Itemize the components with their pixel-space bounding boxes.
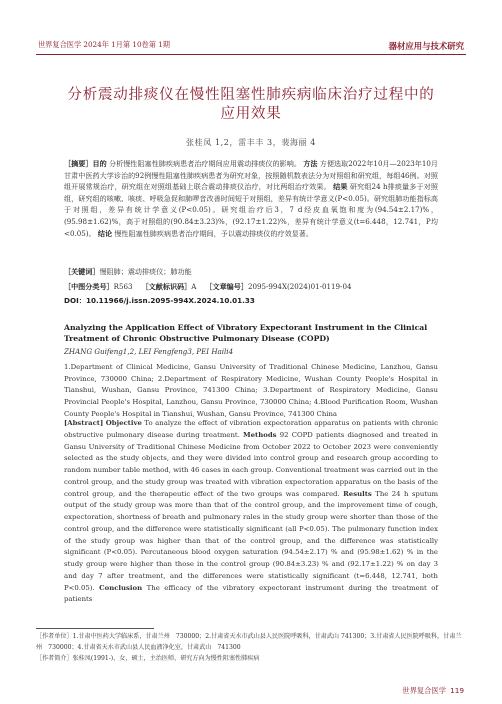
page-number: 119 [450, 686, 464, 695]
title-en: Analyzing the Application Effect of Vibratory Expectorant Instrument in the Clinical Treatment of Chronic Obstructive Pulmonary Disease (COPD) [64, 323, 428, 343]
classification-line [64, 281, 438, 293]
affiliations-en: 1.Department of Clinical Medicine, Gansu University of Traditional Chinese Medicine, Lanzhou, Gansu Province, 730000 China; 2.Department of Respiratory Medicine, Wushan County People's Hospital in Tianshui, Wushan, Gansu Province, 741300 China; 3.Department of Respiratory Medicine, Gansu Provincial People's Hospital, Lanzhou, Gansu Province, 730000 China; 4.Blood Purification Room, Wushan County People's Hospital in Tianshui, Wushan, Gansu Province, 741300 China [64, 363, 438, 418]
footnote-rule [36, 628, 154, 629]
footnote-affiliation-label: ［作者单位］ [36, 633, 73, 640]
objective-cn-label: 目的 [92, 159, 107, 168]
objective-en: To analyze the effect of vibration expectoration apparatus on patients with chronic obstructive pulmonary disease during treatment. [64, 419, 438, 439]
conclusion-en-label: Conclusion [99, 583, 143, 592]
footnote-author-text: 张桂凤(1991-)，女，硕士，主治医师，研究方向为慢性阻塞性肺疾病 [72, 655, 260, 662]
results-en: The 24 h sputum output of the study group was more than that of the control group, and the improvement time of cough, expectoration, shortness of breath and pulmonary rales in the study group were shorter than those of the control group, and the difference were statistically significant (all P<0.05). The pulmonary function index of the study group was higher than that of the control group, and the difference was statistically significant (P<0.05). Percutaneous blood oxygen saturation (94.54±2.17) % and (95.98±1.62) % in the study group were higher than those in the control group (90.84±3.23) % and (92.17±1.22) % on day 3 and day 7 after treatment, and the differences were statistically significant (t=6.448, 12.741, both P<0.05). [64, 489, 438, 592]
title-line-1: 分析震动排痰仪在慢性阻塞性肺疾病临床治疗过程中的 [67, 87, 435, 103]
keywords-cn-label: ［关键词］ [64, 267, 100, 276]
journal-issue-header: 世界复合医学 2024年 1月第 10卷第 1期 [38, 40, 170, 49]
conclusion-cn-label: 结论 [97, 228, 113, 238]
abstract-en [64, 418, 438, 606]
results-cn-label: 结果 [333, 182, 348, 192]
conclusion-cn: 慢性阻塞性肺疾病患者治疗期间，予以震动排痰仪的疗效显著。 [114, 228, 313, 238]
article-no-value: 2095-994X(2024)01-0119-04 [247, 282, 352, 291]
keywords-cn-text: 慢阻肺；震动排痰仪；肺功能 [99, 267, 192, 276]
authors-en: ZHANG Guifeng1,2, LEI Fengfeng3, PEI Haili4 [64, 347, 234, 356]
doi[interactable]: DOI：10.11966/j.issn.2095-994X.2024.10.01.33 [64, 296, 255, 305]
footnote-affiliation [36, 632, 466, 653]
clc-value: R563 [113, 282, 133, 291]
methods-en-label: Methods [243, 430, 277, 439]
results-cn: 研究组24 h排痰量多于对照组，研究组的咳嗽、咳痰、呼吸急促和肺啰音改善时间短于对照组，差异有统计学意义(P<0.05)。研究组肺功能指标高于对照组，差异有统计学意义(P<0.05)。研究组治疗后3，7 d经皮血氧饱和度为(94.54±2.17)%，(95.98±1.62)%，高于对照组的(90.84±3.23)%，(92.17±1.22)%，差异有统计学意义(t=6.448，12.741，P均<0.05)。 [64, 182, 438, 238]
doc-code-value: A [191, 282, 197, 291]
keywords-cn [64, 266, 438, 278]
article-no-label: ［文章编号］ [205, 282, 248, 291]
authors-cn: 张桂凤 1,2，雷丰丰 3，裴海丽 4 [186, 138, 316, 147]
page-footer [402, 686, 464, 696]
objective-cn: 分析慢性阻塞性肺疾病患者治疗期间应用震动排痰仪的影响。 [108, 159, 301, 168]
column-header: 器材应用与技术研究 [388, 41, 464, 51]
title-line-2: 应用效果 [220, 106, 282, 122]
article-title [40, 86, 462, 124]
clc-label: ［中图分类号］ [64, 282, 114, 291]
footnote-author [36, 654, 466, 665]
methods-cn-label: 方法 [303, 159, 318, 168]
header-rule [36, 54, 466, 55]
footer-journal: 世界复合医学 [402, 686, 447, 695]
methods-en: 92 COPD patients diagnosed and treated in Gansu University of Traditional Chinese Medicine from October 2022 to October 2023 were conveniently selected as the study objects, and they were divided into control group and research group according to random number table method, with 46 cases in each group. Conventional treatment was carried out in the control group, and the study group was treated with vibration expectoration apparatus on the basis of the control group, and the therapeutic effect of the two groups was compared. [64, 430, 438, 498]
conclusion-en: The efficacy of the vibratory expectorant instrument during the treatment of patients [64, 583, 438, 604]
methods-cn: 方便选取2022年10月—2023年10月甘肃中医药大学诊治的92例慢性阻塞性肺疾病患者为研究对象，按照随机数表法分为对照组和研究组，每组46例。对照组开展常规治疗，研究组在对照组基础上联合震动排痰仪治疗，对比两组治疗效果。 [64, 159, 439, 192]
results-en-label: Results [343, 489, 372, 498]
objective-en-label: Objective [105, 419, 142, 427]
footnote-affiliation-text: 1.甘肃中医药大学临床系，甘肃兰州 730000；2.甘肃省天水市武山县人民医院呼吸科，甘肃武山 741300；3.甘肃省人民医院呼吸科，甘肃兰州 730000；4.甘肃省天水市武山县人民血液净化室，甘肃武山 741300 [36, 633, 462, 651]
abstract-en-label: [Abstract] [64, 419, 104, 427]
footnote-author-label: ［作者简介］ [36, 655, 73, 662]
abstract-cn [64, 158, 438, 239]
abstract-cn-label: ［摘要］ [64, 159, 93, 168]
doc-code-label: ［文献标识码］ [141, 282, 192, 291]
